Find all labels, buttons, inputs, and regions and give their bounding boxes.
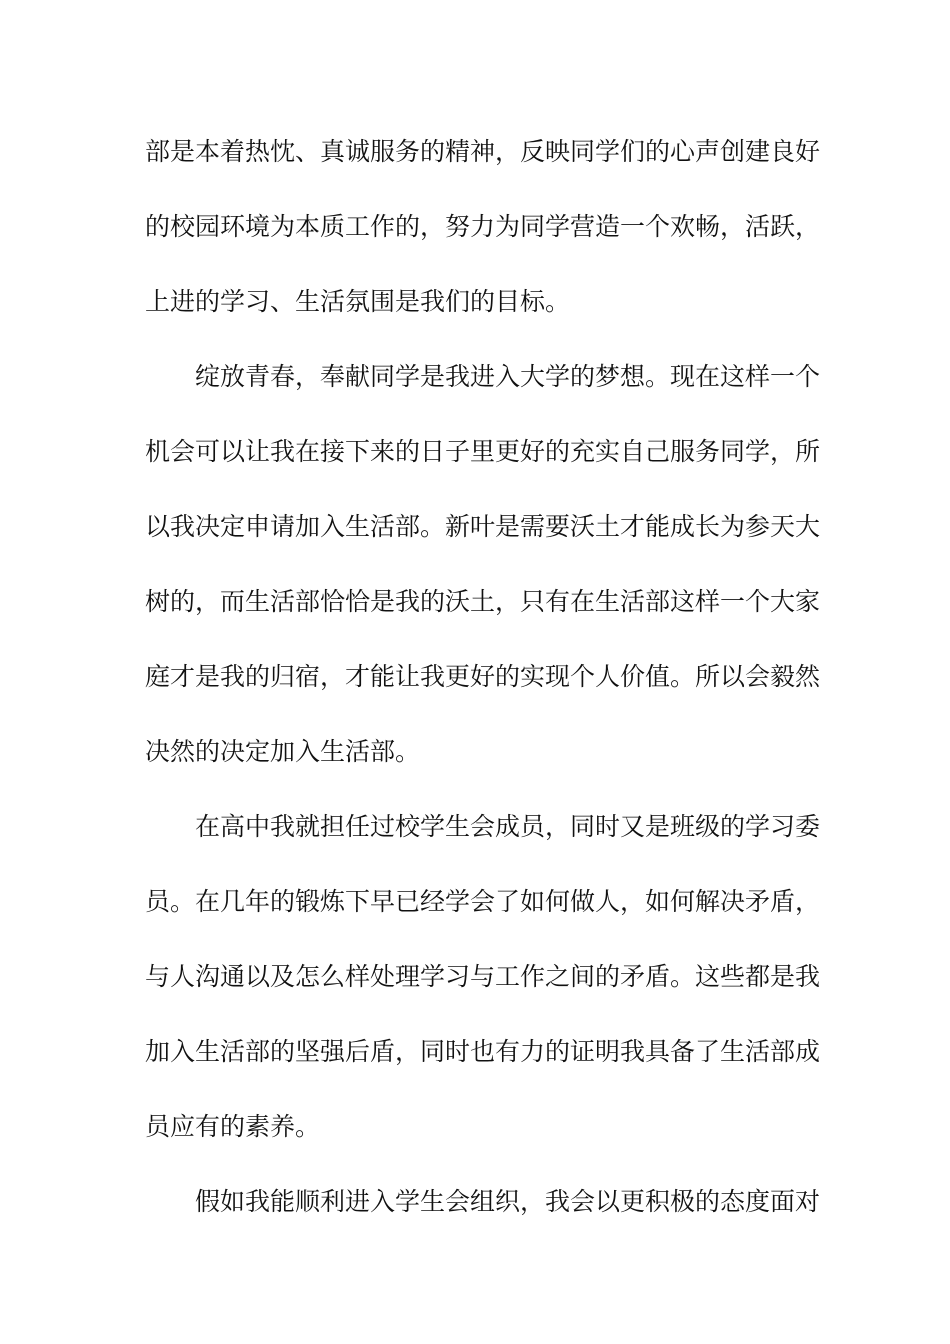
- text-line: 部是本着热忱、真诚服务的精神，反映同学们的心声创建良好: [145, 137, 821, 166]
- text-line: 与人沟通以及怎么样处理学习与工作之间的矛盾。这些都是我: [145, 962, 821, 991]
- text-line: 员应有的素养。: [145, 1112, 321, 1141]
- text-line: 决然的决定加入生活部。: [145, 737, 421, 766]
- text-line: 庭才是我的归宿，才能让我更好的实现个人价值。所以会毅然: [145, 662, 821, 691]
- text-line: 的校园环境为本质工作的，努力为同学营造一个欢畅，活跃，: [145, 212, 821, 241]
- text-line: 绽放青春，奉献同学是我进入大学的梦想。现在这样一个: [195, 362, 821, 391]
- text-line: 员。在几年的锻炼下早已经学会了如何做人，如何解决矛盾，: [145, 887, 821, 916]
- text-line: 假如我能顺利进入学生会组织，我会以更积极的态度面对: [195, 1187, 821, 1216]
- text-line: 以我决定申请加入生活部。新叶是需要沃土才能成长为参天大: [145, 512, 821, 541]
- text-line: 机会可以让我在接下来的日子里更好的充实自己服务同学，所: [145, 437, 821, 466]
- text-line: 加入生活部的坚强后盾，同时也有力的证明我具备了生活部成: [145, 1037, 821, 1066]
- text-line: 树的，而生活部恰恰是我的沃土，只有在生活部这样一个大家: [145, 587, 821, 616]
- text-line: 在高中我就担任过校学生会成员，同时又是班级的学习委: [195, 812, 821, 841]
- text-line: 上进的学习、生活氛围是我们的目标。: [145, 287, 571, 316]
